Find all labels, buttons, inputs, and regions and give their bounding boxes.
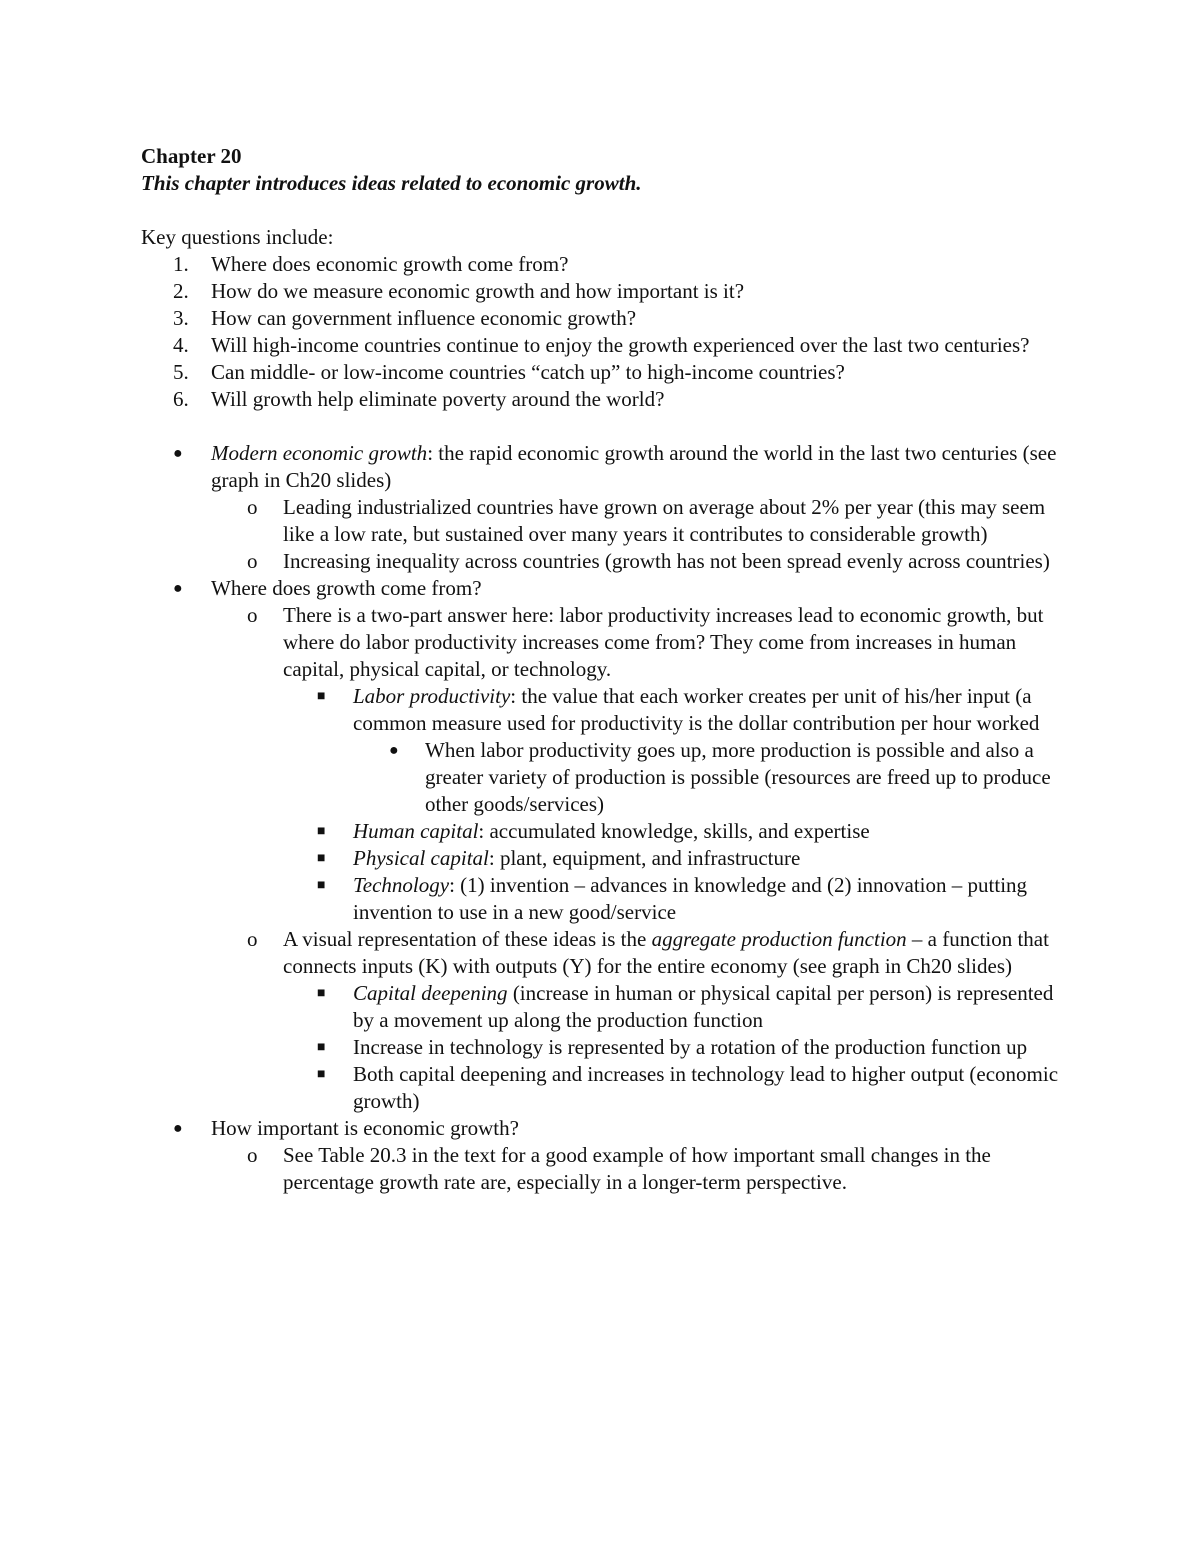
square-bullet-text: : accumulated knowledge, skills, and expertise bbox=[478, 819, 870, 843]
bullet-dot-icon: ● bbox=[389, 742, 399, 759]
bullet-dot-icon: ● bbox=[173, 1120, 183, 1137]
question-number: 3. bbox=[173, 306, 189, 330]
square-bullet-item bbox=[141, 683, 1061, 737]
sub-bullet-text: Increasing inequality across countries (growth has not been spread evenly across countries) bbox=[283, 549, 1050, 573]
term-human-capital: Human capital bbox=[353, 819, 479, 843]
term-capital-deepening: Capital deepening bbox=[353, 981, 508, 1005]
bullet-square-icon: ■ bbox=[317, 689, 326, 704]
question-text: Can middle- or low-income countries “catch up” to high-income countries? bbox=[211, 360, 845, 384]
question-item bbox=[141, 359, 1061, 386]
square-bullet-item bbox=[141, 818, 1061, 845]
sub-bullet-item bbox=[141, 494, 1061, 548]
square-bullet-item bbox=[141, 845, 1061, 872]
term-labor-productivity: Labor productivity bbox=[353, 684, 511, 708]
question-text: How do we measure economic growth and how important is it? bbox=[211, 279, 745, 303]
square-bullet-text: (increase in human or physical capital per person) is represented by a movement up along the production function bbox=[353, 981, 1054, 1032]
question-number: 5. bbox=[173, 360, 189, 384]
term-technology: Technology bbox=[353, 873, 450, 897]
sub-bullet-item bbox=[141, 548, 1061, 575]
square-bullet-text: Increase in technology is represented by a rotation of the production function up bbox=[353, 1035, 1028, 1059]
question-item bbox=[141, 305, 1061, 332]
question-text: How can government influence economic growth? bbox=[211, 306, 637, 330]
question-text: Will high-income countries continue to enjoy the growth experienced over the last two centuries? bbox=[211, 333, 1030, 357]
bullet-text: Where does growth come from? bbox=[211, 576, 482, 600]
term-modern-economic-growth: Modern economic growth bbox=[211, 441, 428, 465]
chapter-title: Chapter 20 bbox=[141, 144, 242, 168]
chapter-subtitle: This chapter introduces ideas related to economic growth. bbox=[141, 171, 642, 195]
sub-bullet-item bbox=[141, 926, 1061, 980]
key-questions-intro: Key questions include: bbox=[141, 225, 334, 249]
bullet-circle-icon: o bbox=[247, 1143, 258, 1167]
square-bullet-item bbox=[141, 980, 1061, 1034]
bullet-item-growth-importance bbox=[141, 1115, 1061, 1142]
sub-bullet-text: There is a two-part answer here: labor productivity increases lead to economic growth, but where do labor productivity increases come from? They come from increases in human capital, physical capital, or technology. bbox=[283, 603, 1044, 681]
bullet-square-icon: ■ bbox=[317, 986, 326, 1001]
question-number: 2. bbox=[173, 279, 189, 303]
document-body bbox=[141, 143, 1061, 1196]
bullet-circle-icon: o bbox=[247, 549, 258, 573]
question-item bbox=[141, 251, 1061, 278]
term-aggregate-production-function: aggregate production function bbox=[651, 927, 907, 951]
bullet-square-icon: ■ bbox=[317, 878, 326, 893]
square-bullet-item bbox=[141, 1034, 1061, 1061]
square-bullet-text: : plant, equipment, and infrastructure bbox=[488, 846, 801, 870]
bullet-square-icon: ■ bbox=[317, 1040, 326, 1055]
sub-bullet-text-rest: – a function that connects inputs (K) with outputs (Y) for the entire economy (see graph in Ch20 slides) bbox=[283, 927, 1049, 978]
spacer bbox=[141, 197, 1061, 224]
bullet-circle-icon: o bbox=[247, 927, 258, 951]
sub-bullet-text: See Table 20.3 in the text for a good example of how important small changes in the percentage growth rate are, especially in a longer-term perspective. bbox=[283, 1143, 991, 1194]
question-number: 6. bbox=[173, 387, 189, 411]
bullet-circle-icon: o bbox=[247, 603, 258, 627]
bullet-circle-icon: o bbox=[247, 495, 258, 519]
question-number: 4. bbox=[173, 333, 189, 357]
term-physical-capital: Physical capital bbox=[353, 846, 489, 870]
question-item bbox=[141, 332, 1061, 359]
square-bullet-text: Both capital deepening and increases in technology lead to higher output (economic growth) bbox=[353, 1062, 1059, 1113]
deep-bullet-item bbox=[141, 737, 1061, 818]
question-text: Will growth help eliminate poverty around the world? bbox=[211, 387, 665, 411]
bullet-square-icon: ■ bbox=[317, 851, 326, 866]
question-item bbox=[141, 386, 1061, 413]
bullet-dot-icon: ● bbox=[173, 580, 183, 597]
question-number: 1. bbox=[173, 252, 189, 276]
deep-bullet-text: When labor productivity goes up, more production is possible and also a greater variety of production is possible (resources are freed up to produce other goods/services) bbox=[425, 738, 1051, 816]
square-bullet-text: : the value that each worker creates per unit of his/her input (a common measure used for productivity is the dollar contribution per hour worked bbox=[353, 684, 1040, 735]
sub-bullet-item bbox=[141, 602, 1061, 683]
square-bullet-item bbox=[141, 1061, 1061, 1115]
sub-bullet-item bbox=[141, 1142, 1061, 1196]
bullet-text: How important is economic growth? bbox=[211, 1116, 519, 1140]
bullet-item-modern-growth bbox=[141, 440, 1061, 494]
sub-bullet-text-pre: A visual representation of these ideas is the bbox=[283, 927, 652, 951]
question-text: Where does economic growth come from? bbox=[211, 252, 569, 276]
question-item bbox=[141, 278, 1061, 305]
sub-bullet-text: Leading industrialized countries have grown on average about 2% per year (this may seem like a low rate, but sustained over many years it contributes to considerable growth) bbox=[283, 495, 1046, 546]
spacer bbox=[141, 413, 1061, 440]
bullet-square-icon: ■ bbox=[317, 1067, 326, 1082]
square-bullet-text: : (1) invention – advances in knowledge and (2) innovation – putting invention to use in a new good/service bbox=[353, 873, 1028, 924]
square-bullet-item bbox=[141, 872, 1061, 926]
bullet-dot-icon: ● bbox=[173, 445, 183, 462]
bullet-text: : the rapid economic growth around the world in the last two centuries (see graph in Ch20 slides) bbox=[211, 441, 1057, 492]
bullet-item-growth-source bbox=[141, 575, 1061, 602]
bullet-square-icon: ■ bbox=[317, 824, 326, 839]
